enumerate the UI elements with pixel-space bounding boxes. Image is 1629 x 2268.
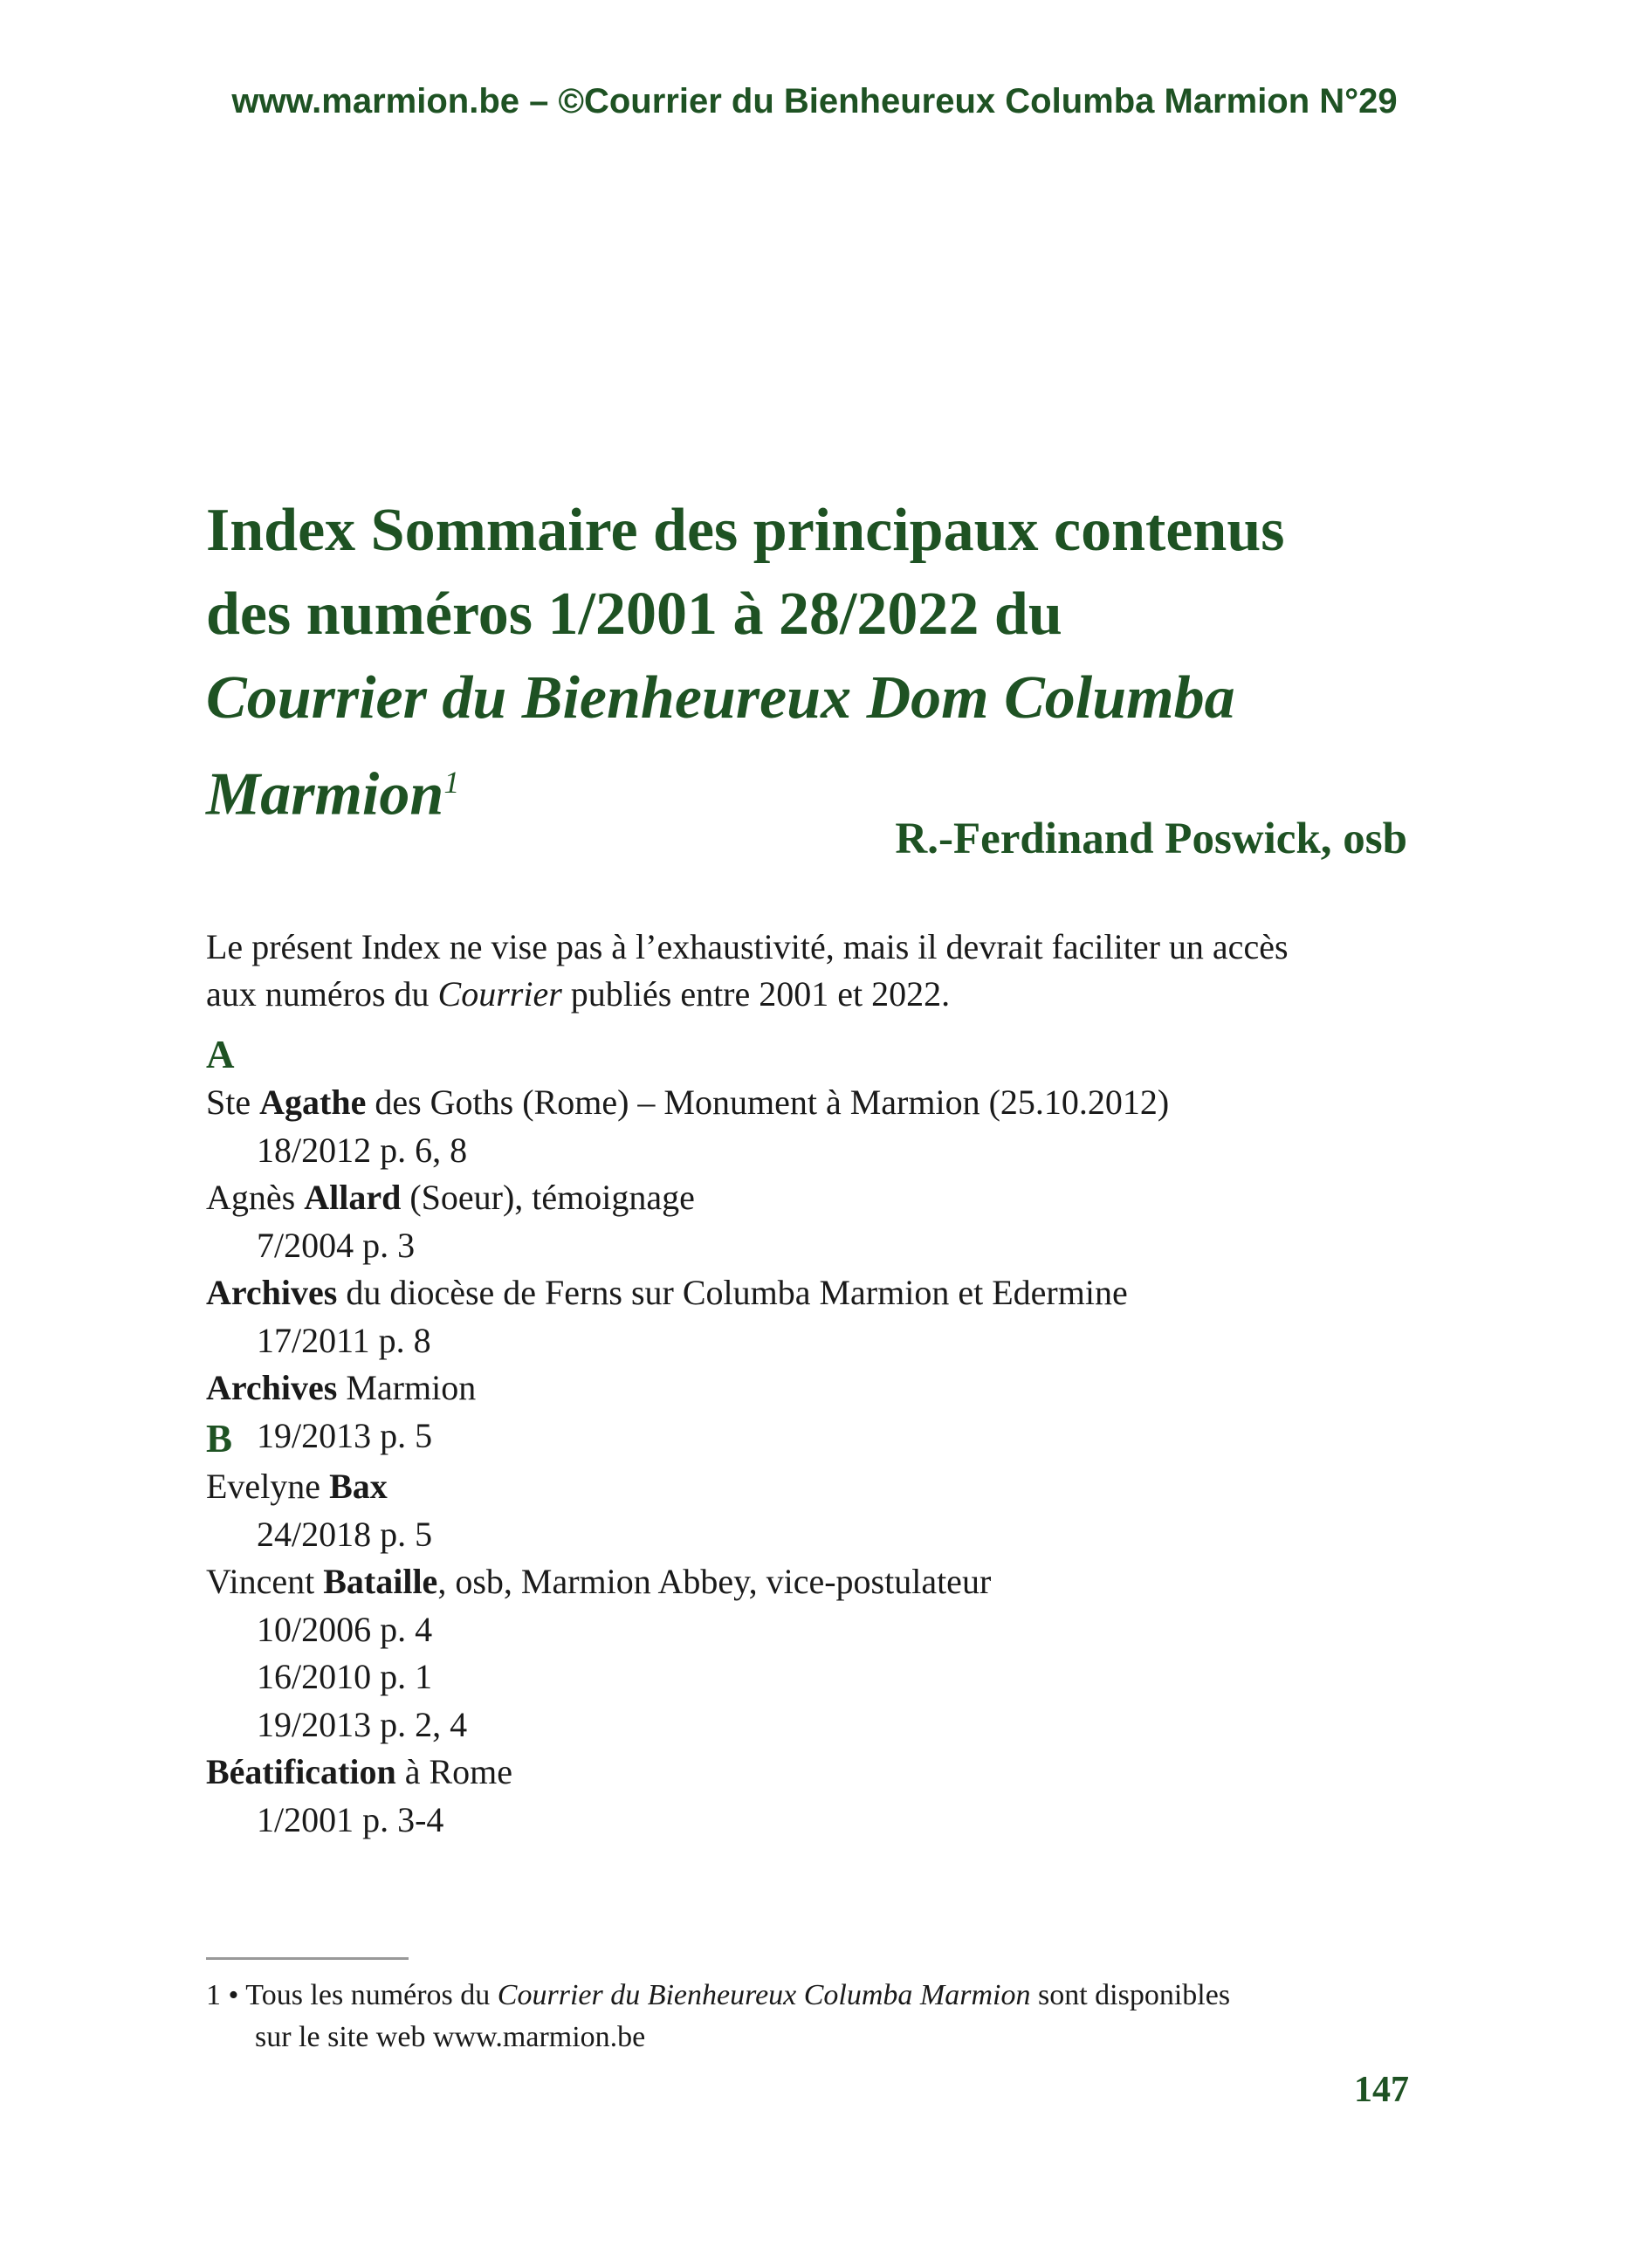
intro-text-b: publiés entre 2001 et 2022. (561, 974, 951, 1014)
entry-reference: 16/2010 p. 1 (257, 1657, 433, 1696)
entry-reference: 24/2018 p. 5 (257, 1514, 433, 1554)
index-entry (206, 1174, 1428, 1222)
index-entry (206, 1364, 1428, 1412)
index-entry (206, 1079, 1428, 1127)
title-footnote-marker: 1 (443, 765, 460, 800)
footnote-marker: 1 • (206, 1979, 246, 2011)
index-entry (206, 1558, 1428, 1606)
title-line-2: des numéros 1/2001 à 28/2022 du (206, 581, 1062, 648)
entry-reference: 17/2011 p. 8 (257, 1320, 431, 1360)
intro-line-2 (206, 971, 1428, 1018)
author-name: R.-Ferdinand Poswick, osb (895, 814, 1407, 863)
entry-prefix: Evelyne (206, 1467, 330, 1506)
entry-keyword: Bax (329, 1467, 388, 1506)
entry-suffix: à Rome (395, 1752, 513, 1791)
page-number: 147 (1354, 2070, 1409, 2110)
entry-keyword: Béatification (206, 1752, 396, 1791)
running-header: www.marmion.be – ©Courrier du Bienheureux Columba Marmion N°29 (231, 82, 1398, 120)
entry-suffix: des Goths (Rome) – Monument à Marmion (25.10.2012) (366, 1082, 1170, 1122)
entry-keyword: Bataille (323, 1562, 438, 1601)
title-line-3: Courrier du Bienheureux Dom Columba (206, 664, 1235, 732)
entry-suffix: (Soeur), témoignage (401, 1178, 695, 1217)
entry-suffix: Marmion (337, 1368, 477, 1407)
entry-prefix: Agnès (206, 1178, 305, 1217)
entry-keyword: Allard (304, 1178, 402, 1217)
intro-line-1: Le présent Index ne vise pas à l’exhaustivité, mais il devrait faciliter un accès (206, 927, 1289, 966)
entry-suffix: , osb, Marmion Abbey, vice-postulateur (437, 1562, 992, 1601)
entry-prefix: Ste (206, 1082, 260, 1122)
footnote (206, 1975, 1428, 2058)
footnote-italic: Courrier du Bienheureux Columba Marmion (497, 1979, 1031, 2011)
section-letter: B (206, 1417, 233, 1460)
intro-paragraph (206, 924, 1428, 1018)
index-section-a (206, 1030, 1428, 1460)
entry-reference: 18/2012 p. 6, 8 (257, 1130, 468, 1170)
entry-keyword: Archives (206, 1273, 338, 1312)
entry-reference: 19/2013 p. 2, 4 (257, 1704, 468, 1744)
index-entry (206, 1749, 1428, 1797)
footnote-separator (206, 1957, 409, 1960)
index-section-b (206, 1414, 1428, 1844)
entry-keyword: Agathe (259, 1082, 367, 1122)
footnote-text-b: sont disponibles (1030, 1979, 1231, 2011)
entry-reference: 19/2013 p. 5 (257, 1415, 433, 1455)
footnote-line-1 (206, 1975, 1428, 2017)
article-title (206, 489, 1428, 836)
entry-reference: 7/2004 p. 3 (257, 1225, 416, 1265)
entry-prefix: Vincent (206, 1562, 324, 1601)
intro-italic: Courrier (437, 974, 562, 1014)
entry-keyword: Archives (206, 1368, 338, 1407)
intro-text-a: aux numéros du (206, 974, 438, 1014)
title-line-4-text: Marmion (206, 760, 444, 828)
entry-suffix: du diocèse de Ferns sur Columba Marmion et Edermine (337, 1273, 1128, 1312)
section-letter: A (206, 1033, 235, 1076)
footnote-text-a: Tous les numéros du (245, 1979, 498, 2011)
entry-reference: 10/2006 p. 4 (257, 1609, 433, 1649)
index-entry (206, 1269, 1428, 1317)
entry-reference: 1/2001 p. 3-4 (257, 1799, 444, 1839)
title-line-1: Index Sommaire des principaux contenus (206, 497, 1285, 564)
footnote-line-2: sur le site web www.marmion.be (255, 2021, 646, 2053)
index-entry (206, 1463, 1428, 1511)
